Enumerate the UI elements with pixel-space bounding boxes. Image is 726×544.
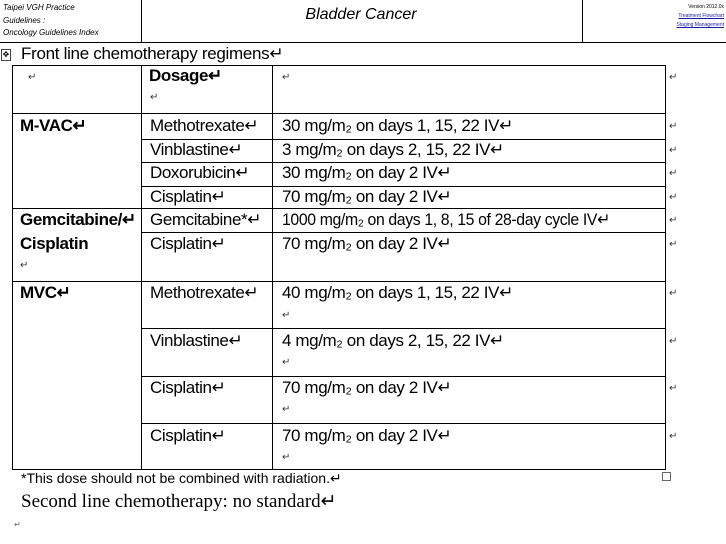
row-end-mark: ↵ — [669, 192, 678, 203]
paragraph-mark: ↵ — [282, 357, 291, 368]
dose-cell: 70 mg/m₂ on day 2 IV↵ — [282, 426, 452, 445]
dosage-header: Dosage↵ — [149, 66, 222, 85]
dose-cell: 4 mg/m₂ on days 2, 15, 22 IV↵ — [282, 331, 504, 350]
drug-cell: Vinblastine↵ — [150, 331, 243, 350]
paragraph-mark: ↵ — [150, 92, 159, 103]
row-end-mark: ↵ — [669, 239, 678, 250]
move-anchor-icon[interactable]: ✥ — [2, 50, 10, 59]
paragraph-mark: ↵ — [14, 520, 21, 529]
dose-cell: 30 mg/m₂ on days 1, 15, 22 IV↵ — [282, 116, 513, 135]
row-end-mark: ↵ — [669, 121, 678, 132]
regimen-m-vac: M-VAC↵ — [20, 116, 87, 135]
regimen-gemcitabine: Gemcitabine/↵ — [20, 210, 136, 229]
front-line-heading: Front line chemotherapy regimens↵ — [21, 44, 284, 63]
header-line-2: Guidelines : — [3, 15, 46, 25]
paragraph-mark: ↵ — [282, 404, 291, 415]
drug-cell: Cisplatin↵ — [150, 426, 226, 445]
paragraph-mark: ↵ — [20, 260, 29, 271]
header-links-1[interactable]: Treatment Flowchart — [678, 13, 724, 19]
row-end-mark: ↵ — [669, 72, 678, 83]
row-end-mark: ↵ — [669, 288, 678, 299]
dose-cell: 40 mg/m₂ on days 1, 15, 22 IV↵ — [282, 283, 513, 302]
paragraph-mark: ↵ — [28, 72, 37, 83]
header-links-2[interactable]: Staging Management — [676, 22, 724, 28]
header-line-1: Taipei VGH Practice — [3, 3, 75, 12]
dose-cell: 70 mg/m₂ on day 2 IV↵ — [282, 378, 452, 397]
row-end-mark: ↵ — [669, 168, 678, 179]
header-line-3: Oncology Guidelines Index — [3, 28, 99, 37]
regimen-cisplatin: Cisplatin — [20, 234, 89, 253]
version-label: Version 2012.0x — [688, 4, 724, 10]
drug-cell: Cisplatin↵ — [150, 378, 226, 397]
paragraph-mark: ↵ — [282, 72, 291, 83]
drug-cell: Cisplatin↵ — [150, 234, 226, 253]
drug-cell: Doxorubicin↵ — [150, 163, 250, 182]
row-end-mark: ↵ — [669, 383, 678, 394]
drug-cell: Cisplatin↵ — [150, 187, 226, 206]
row-end-mark: ↵ — [669, 431, 678, 442]
dose-cell: 1000 mg/m₂ on days 1, 8, 15 of 28-day cycle IV↵ — [282, 210, 610, 229]
row-end-mark: ↵ — [669, 145, 678, 156]
second-line-heading: Second line chemotherapy: no standard↵ — [21, 491, 337, 512]
dose-cell: 70 mg/m₂ on day 2 IV↵ — [282, 187, 452, 206]
row-end-mark: ↵ — [669, 336, 678, 347]
regimen-mvc: MVC↵ — [20, 283, 71, 302]
drug-cell: Vinblastine↵ — [150, 140, 243, 159]
dose-cell: 70 mg/m₂ on day 2 IV↵ — [282, 234, 452, 253]
dose-cell: 30 mg/m₂ on day 2 IV↵ — [282, 163, 452, 182]
table-resize-handle[interactable] — [662, 472, 671, 481]
footnote: *This dose should not be combined with radiation.↵ — [21, 470, 342, 486]
paragraph-mark: ↵ — [282, 452, 291, 463]
paragraph-mark: ↵ — [282, 310, 291, 321]
drug-cell: Methotrexate↵ — [150, 283, 259, 302]
page-title: Bladder Cancer — [305, 6, 417, 23]
drug-cell: Gemcitabine*↵ — [150, 210, 262, 229]
row-end-mark: ↵ — [669, 215, 678, 226]
dose-cell: 3 mg/m₂ on days 2, 15, 22 IV↵ — [282, 140, 504, 159]
drug-cell: Methotrexate↵ — [150, 116, 259, 135]
